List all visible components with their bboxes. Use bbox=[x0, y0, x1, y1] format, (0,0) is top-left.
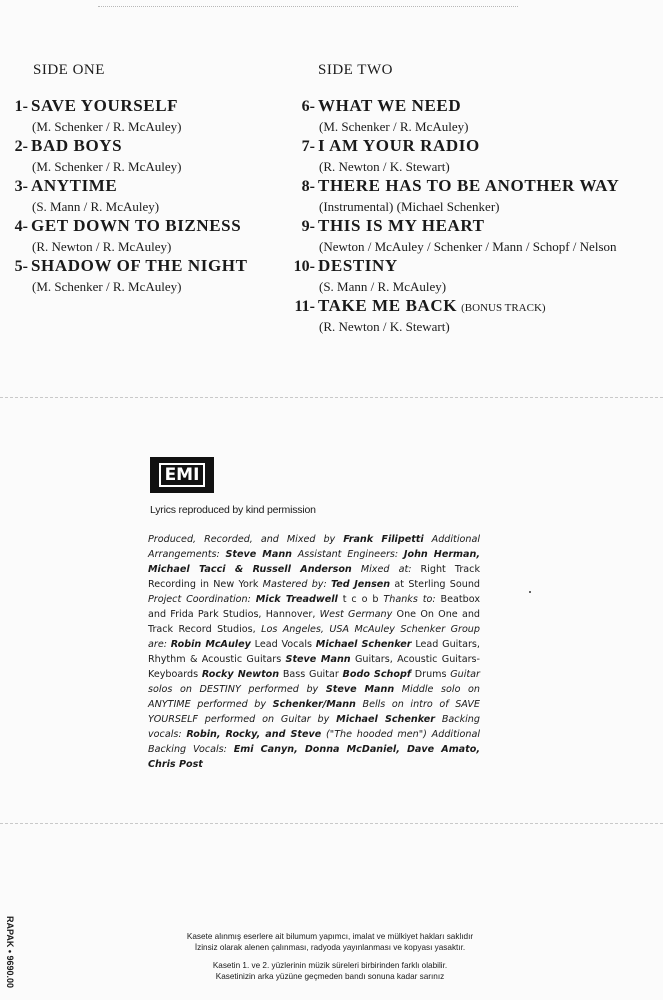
track-credits: (M. Schenker / R. McAuley) bbox=[32, 159, 182, 174]
track-number: 11- bbox=[294, 298, 315, 315]
side-one-tracklist bbox=[6, 96, 296, 296]
track-1 bbox=[6, 96, 296, 136]
track-title: TAKE ME BACK bbox=[318, 296, 458, 315]
track-credits: (S. Mann / R. McAuley) bbox=[319, 279, 447, 294]
track-number: 7- bbox=[301, 138, 315, 155]
track-number: 4- bbox=[14, 218, 28, 235]
track-credits: (M. Schenker / R. McAuley) bbox=[32, 279, 182, 294]
track-number: 9- bbox=[301, 218, 315, 235]
fold-line bbox=[0, 397, 663, 398]
track-credits: (R. Newton / K. Stewart) bbox=[319, 319, 450, 334]
track-credits: (M. Schenker / R. McAuley) bbox=[319, 119, 469, 134]
track-credits: (R. Newton / R. McAuley) bbox=[32, 239, 172, 254]
track-2 bbox=[6, 136, 296, 176]
track-number: 6- bbox=[301, 98, 315, 115]
track-title: SHADOW OF THE NIGHT bbox=[31, 256, 248, 275]
lyrics-permission-text: Lyrics reproduced by kind permission bbox=[150, 504, 316, 516]
track-number: 5- bbox=[14, 258, 28, 275]
side-two-tracklist bbox=[288, 96, 658, 336]
emi-logo-text: EMI bbox=[159, 463, 206, 487]
legal-rights-text: Kasete alınmış eserlere ait bilumum yapımcı, imalat ve mülkiyet hakları saklıdır İzinsiz olarak alenen çalınması, radyoda yayınlanması ve kopyası yasaktır. bbox=[186, 932, 474, 952]
cassette-top-edge bbox=[98, 6, 518, 7]
track-credits: (Newton / McAuley / Schenker / Mann / Schopf / Nelson bbox=[319, 239, 617, 254]
track-number: 10- bbox=[293, 258, 315, 275]
legal-cassette-note: Kasetin 1. ve 2. yüzlerinin müzik süreleri birbirinden farklı olabilir. Kasetinizin arka yüzüne geçmeden bandı sonuna kadar sarınız bbox=[212, 961, 448, 981]
production-credits: Produced, Recorded, and Mixed by Frank Filipetti Additional Arrangements: Steve Mann Assistant Engineers: John Herman, Michael Tacci & Russell Anderson Mixed at: Right Track Recording in New York Mastered by: Ted Jensen at Sterling Sound Project Coordination: Mick Treadwell t c o b Thanks to: Beatbox and Frida Park Studios, Hannover, West Germany One On One and Track Record Studios, Los Angeles, USA McAuley Schenker Group are: Robin McAuley Lead Vocals Michael Schenker Lead Guitars, Rhythm & Acoustic Guitars Steve Mann Guitars, Acoustic Guitars-Keyboards Rocky Newton Bass Guitar Bodo Schopf Drums Guitar solos on DESTINY performed by Steve Mann Middle solo on ANYTIME performed by Schenker/Mann Bells on intro of SAVE YOURSELF performed on Guitar by Michael Schenker Backing vocals: Robin, Rocky, and Steve ("The hooded men") Additional Backing Vocals: Emi Canyn, Donna McDaniel, Dave Amato, Chris Post bbox=[148, 534, 481, 770]
track-4 bbox=[6, 216, 296, 256]
track-credits: (M. Schenker / R. McAuley) bbox=[32, 119, 182, 134]
emi-logo bbox=[150, 457, 214, 493]
track-title: I AM YOUR RADIO bbox=[318, 136, 480, 155]
track-8 bbox=[288, 176, 658, 216]
track-title: THIS IS MY HEART bbox=[318, 216, 485, 235]
track-credits: (R. Newton / K. Stewart) bbox=[319, 159, 450, 174]
bonus-track-note: (BONUS TRACK) bbox=[461, 302, 546, 314]
track-5 bbox=[6, 256, 296, 296]
track-number: 2- bbox=[14, 138, 28, 155]
track-3 bbox=[6, 176, 296, 216]
catalog-code: RAPAK • 9690.00 bbox=[5, 916, 15, 989]
track-title: BAD BOYS bbox=[31, 136, 123, 155]
track-6 bbox=[288, 96, 658, 136]
track-number: 8- bbox=[301, 178, 315, 195]
track-credits: (Instrumental) (Michael Schenker) bbox=[319, 199, 500, 214]
track-9 bbox=[288, 216, 658, 256]
track-title: GET DOWN TO BIZNESS bbox=[31, 216, 242, 235]
track-11 bbox=[288, 296, 658, 336]
track-title: DESTINY bbox=[318, 256, 398, 275]
side-one-heading: SIDE ONE bbox=[33, 62, 105, 78]
track-title: ANYTIME bbox=[31, 176, 118, 195]
speck bbox=[529, 591, 531, 593]
fold-line bbox=[0, 823, 663, 824]
side-two-heading: SIDE TWO bbox=[318, 62, 393, 78]
track-title: WHAT WE NEED bbox=[318, 96, 462, 115]
track-credits: (S. Mann / R. McAuley) bbox=[32, 199, 160, 214]
track-title: THERE HAS TO BE ANOTHER WAY bbox=[318, 176, 620, 195]
track-10 bbox=[288, 256, 658, 296]
track-number: 1- bbox=[14, 98, 28, 115]
track-number: 3- bbox=[14, 178, 28, 195]
track-title: SAVE YOURSELF bbox=[31, 96, 179, 115]
track-7 bbox=[288, 136, 658, 176]
